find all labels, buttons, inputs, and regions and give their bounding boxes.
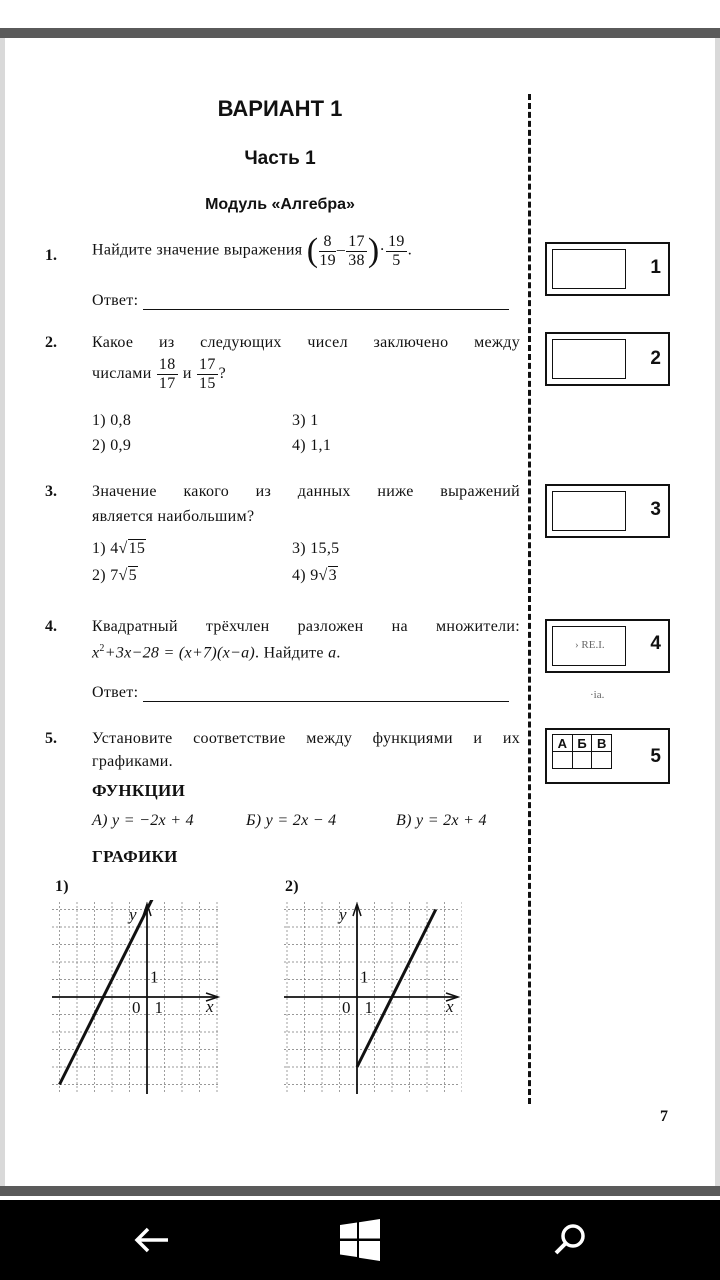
q1-fraction-1: $\frac{8}{19}$ <box>319 232 336 269</box>
q1-answer-input[interactable] <box>143 295 509 310</box>
answer-box-1-field[interactable] <box>552 249 626 289</box>
abc-cell-v[interactable] <box>592 752 612 769</box>
function-b: Б) y = 2x − 4 <box>246 812 337 829</box>
functions-label: ФУНКЦИИ <box>92 781 186 800</box>
page-number: 7 <box>660 1108 669 1125</box>
y-tick-1-label: 1 <box>150 967 159 987</box>
graph-line-graph1 <box>60 900 156 1085</box>
q1-minus: – <box>336 241 346 259</box>
answer-box-2-number: 2 <box>650 348 661 369</box>
q1-dot: · <box>379 241 386 259</box>
q2-option-1[interactable]: 1) 0,8 <box>92 412 132 429</box>
graph-1 <box>50 900 222 1096</box>
x-tick-1-label: 1 <box>154 998 163 1017</box>
bottom-divider <box>0 1186 720 1196</box>
q2-option-4[interactable]: 4) 1,1 <box>292 437 332 454</box>
q1-text <box>92 232 412 270</box>
abc-header-v: В <box>592 735 612 752</box>
x-tick-1-label: 1 <box>364 998 373 1017</box>
q1-answer <box>92 292 509 310</box>
q2-number: 2. <box>45 334 57 351</box>
answer-box-1-number: 1 <box>650 257 661 278</box>
origin-label: 0 <box>132 998 141 1017</box>
answer-box-4-number: 4 <box>650 633 661 654</box>
graph-2 <box>282 900 462 1096</box>
graph-2-label: 2) <box>285 878 299 895</box>
answer-box-4-field[interactable] <box>552 626 626 666</box>
q4-answer-label: Ответ: <box>92 684 139 701</box>
abc-header-a: А <box>553 735 573 752</box>
x-axis-label: x <box>206 997 214 1016</box>
search-icon <box>550 1220 590 1260</box>
q3-option-4[interactable]: 4) 9√3 <box>292 567 337 584</box>
graphs-label: ГРАФИКИ <box>92 847 178 866</box>
start-button[interactable] <box>330 1212 390 1268</box>
part-title: Часть 1 <box>244 148 316 169</box>
q3-option-2[interactable]: 2) 7√5 <box>92 567 137 584</box>
answer-box-3-number: 3 <box>650 499 661 520</box>
q1-fraction-2: $\frac{17}{38}$ <box>348 232 365 269</box>
abc-cell-a[interactable] <box>553 752 573 769</box>
y-tick-1-label: 1 <box>360 967 369 987</box>
q3-line2: является наибольшим? <box>92 508 255 525</box>
answer-box-2-field[interactable] <box>552 339 626 379</box>
y-axis-label: y <box>339 905 347 924</box>
dashed-cut-line <box>528 94 531 1104</box>
q3-option-1[interactable]: 1) 4√15 <box>92 540 146 557</box>
function-a: А) y = −2x + 4 <box>92 812 194 829</box>
q4-formula: $x^2+3x-28 = (x+7)(x-a)$. Найдите a. <box>92 643 341 662</box>
function-v: В) y = 2x + 4 <box>396 812 487 829</box>
q5-number: 5. <box>45 730 57 747</box>
answer-box-4[interactable] <box>545 619 670 673</box>
status-bar <box>0 0 720 38</box>
search-button[interactable] <box>540 1212 600 1268</box>
q3-number: 3. <box>45 483 57 500</box>
q2-option-2[interactable]: 2) 0,9 <box>92 437 132 454</box>
q4-answer-input[interactable] <box>143 687 509 702</box>
answer-box-3[interactable] <box>545 484 670 538</box>
back-button[interactable] <box>122 1212 182 1268</box>
y-axis-label: y <box>129 905 137 924</box>
abc-header-b: Б <box>572 735 592 752</box>
q5-line2: графиками. <box>92 753 173 770</box>
q2-option-3[interactable]: 3) 1 <box>292 412 319 429</box>
q1-fraction-3: $\frac{19}{5}$ <box>388 232 405 269</box>
stray-mark-1: › RE.I. <box>575 639 605 651</box>
answer-box-1[interactable] <box>545 242 670 296</box>
q2-line1: Какое из следующих чисел заключено между <box>92 334 520 351</box>
q1-answer-label: Ответ: <box>92 292 139 309</box>
back-arrow-icon <box>132 1225 172 1255</box>
q2-fraction-b: $\frac{17}{15}$ <box>199 356 216 392</box>
q1-paren-right: ) <box>367 232 380 269</box>
q5-line1: Установите соответствие между функциями и их <box>92 730 520 747</box>
graph-1-label: 1) <box>55 878 69 895</box>
windows-logo-icon <box>338 1218 382 1262</box>
answer-box-3-field[interactable] <box>552 491 626 531</box>
stray-mark-2: ·ia. <box>590 689 605 701</box>
q1-prompt: Найдите значение выражения <box>92 241 303 259</box>
q3-option-3[interactable]: 3) 15,5 <box>292 540 340 557</box>
q4-answer <box>92 684 509 702</box>
q1-end: . <box>407 241 413 259</box>
module-title: Модуль «Алгебра» <box>205 196 355 213</box>
q2-fraction-a: $\frac{18}{17}$ <box>158 356 176 392</box>
abc-cell-b[interactable] <box>572 752 592 769</box>
origin-label: 0 <box>342 998 351 1017</box>
q4-line1: Квадратный трёхчлен разложен на множители: <box>92 618 520 635</box>
answer-box-5[interactable] <box>545 728 670 784</box>
q1-paren-left: ( <box>306 232 319 269</box>
q3-line1: Значение какого из данных ниже выражений <box>92 483 520 500</box>
abc-table[interactable] <box>552 734 612 769</box>
q1-number: 1. <box>45 247 57 264</box>
graph-line-graph2 <box>357 910 436 1068</box>
x-axis-label: x <box>446 997 454 1016</box>
answer-box-2[interactable] <box>545 332 670 386</box>
q2-line2: числами $\frac{18}{17}$ и $\frac{17}{15}$ ? <box>92 356 227 392</box>
answer-box-5-number: 5 <box>650 746 661 767</box>
navigation-bar <box>0 1200 720 1280</box>
q4-number: 4. <box>45 618 57 635</box>
variant-title: ВАРИАНТ 1 <box>217 96 343 121</box>
